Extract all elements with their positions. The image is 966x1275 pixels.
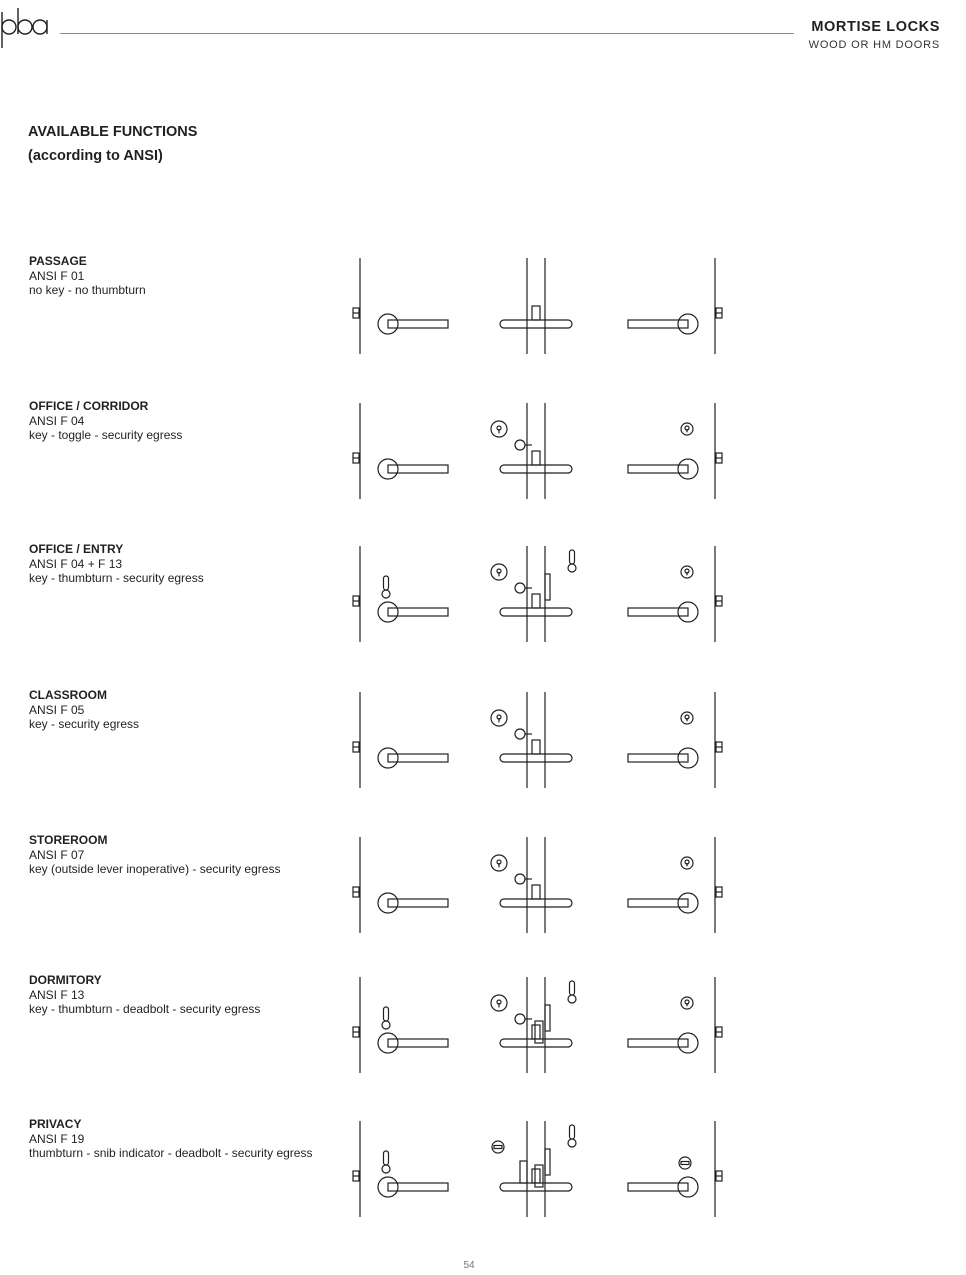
lock-diagram	[340, 690, 740, 790]
thumbturn-section-icon	[545, 1149, 550, 1175]
key-cylinder-right-icon	[681, 997, 693, 1009]
indicator-section-icon	[520, 1161, 527, 1183]
function-6	[29, 973, 349, 1017]
function-code: ANSI F 19	[29, 1131, 85, 1146]
function-name: PRIVACY	[29, 1117, 82, 1131]
function-name: CLASSROOM	[29, 688, 107, 702]
latch-right-icon	[716, 308, 722, 318]
lever-left-icon	[378, 602, 448, 622]
cylinder-section-icon	[515, 583, 532, 593]
latch-left-icon	[353, 1171, 359, 1181]
cylinder-section-icon	[515, 729, 532, 739]
latch-left-icon	[353, 887, 359, 897]
function-code: ANSI F 04	[29, 413, 85, 428]
lockbody-section-icon	[500, 1169, 572, 1191]
lockbody-section-icon	[500, 306, 572, 328]
function-description: thumbturn - snib indicator - deadbolt - security egress	[29, 1146, 313, 1160]
thumbturn-section-icon	[545, 574, 550, 600]
cylinder-section-icon	[515, 440, 532, 450]
lockbody-section-icon	[500, 451, 572, 473]
key-cylinder-side-icon	[491, 421, 507, 437]
function-3	[29, 542, 349, 586]
lever-right-icon	[628, 314, 698, 334]
latch-left-icon	[353, 308, 359, 318]
latch-left-icon	[353, 596, 359, 606]
key-cylinder-right-icon	[681, 423, 693, 435]
function-name: STOREROOM	[29, 833, 108, 847]
function-description: no key - no thumbturn	[29, 283, 146, 297]
cylinder-section-icon	[515, 874, 532, 884]
lock-diagram	[340, 1119, 740, 1219]
function-code: ANSI F 04 + F 13	[29, 556, 123, 571]
key-cylinder-right-icon	[681, 566, 693, 578]
key-cylinder-side-icon	[491, 564, 507, 580]
function-code: ANSI F 07	[29, 847, 85, 862]
function-5	[29, 833, 349, 877]
lever-left-icon	[378, 748, 448, 768]
function-4	[29, 688, 349, 732]
deadbolt-icon	[535, 1165, 543, 1187]
latch-right-icon	[716, 453, 722, 463]
lever-right-icon	[628, 748, 698, 768]
function-7	[29, 1117, 349, 1161]
section-title-line1: AVAILABLE FUNCTIONS	[28, 124, 198, 140]
latch-right-icon	[716, 1171, 722, 1181]
thumbturn-left-icon	[382, 1151, 390, 1173]
latch-left-icon	[353, 453, 359, 463]
lever-left-icon	[378, 314, 448, 334]
pba-logo	[0, 4, 52, 50]
function-description: key - thumbturn - security egress	[29, 571, 204, 585]
function-1	[29, 254, 349, 298]
key-cylinder-right-icon	[681, 712, 693, 724]
latch-right-icon	[716, 887, 722, 897]
section-title-line2: (according to ANSI)	[28, 148, 163, 164]
snib-indicator-side-icon	[492, 1141, 504, 1153]
lock-diagram	[340, 835, 740, 935]
lever-left-icon	[378, 893, 448, 913]
header-rule	[60, 33, 794, 34]
thumbturn-section-icon	[545, 1005, 550, 1031]
lock-diagram	[340, 975, 740, 1075]
function-description: key - toggle - security egress	[29, 428, 183, 442]
lockbody-section-icon	[500, 740, 572, 762]
thumbturn-side-icon	[568, 981, 576, 1003]
lever-left-icon	[378, 1033, 448, 1053]
latch-right-icon	[716, 596, 722, 606]
lock-diagram	[340, 544, 740, 644]
function-name: OFFICE / ENTRY	[29, 542, 124, 556]
thumbturn-left-icon	[382, 576, 390, 598]
lever-right-icon	[628, 459, 698, 479]
lever-left-icon	[378, 1177, 448, 1197]
thumbturn-side-icon	[568, 550, 576, 572]
lock-diagram	[340, 256, 740, 356]
deadbolt-icon	[535, 1021, 543, 1043]
function-name: DORMITORY	[29, 973, 102, 987]
key-cylinder-side-icon	[491, 710, 507, 726]
latch-left-icon	[353, 742, 359, 752]
lever-right-icon	[628, 1033, 698, 1053]
header-title: MORTISE LOCKS	[811, 19, 940, 35]
header-subtitle: WOOD OR HM DOORS	[808, 39, 940, 51]
section-title	[28, 120, 197, 168]
cylinder-section-icon	[515, 1014, 532, 1024]
latch-left-icon	[353, 1027, 359, 1037]
lockbody-section-icon	[500, 1025, 572, 1047]
snib-indicator-right-icon	[679, 1157, 691, 1169]
key-cylinder-side-icon	[491, 995, 507, 1011]
lockbody-section-icon	[500, 594, 572, 616]
lever-left-icon	[378, 459, 448, 479]
page-number: 54	[463, 1260, 475, 1271]
function-description: key (outside lever inoperative) - security egress	[29, 862, 281, 876]
lever-right-icon	[628, 602, 698, 622]
function-description: key - thumbturn - deadbolt - security egress	[29, 1002, 261, 1016]
latch-right-icon	[716, 1027, 722, 1037]
lever-right-icon	[628, 893, 698, 913]
function-description: key - security egress	[29, 717, 140, 731]
latch-right-icon	[716, 742, 722, 752]
function-name: OFFICE / CORRIDOR	[29, 399, 149, 413]
thumbturn-left-icon	[382, 1007, 390, 1029]
function-code: ANSI F 01	[29, 268, 85, 283]
lever-right-icon	[628, 1177, 698, 1197]
key-cylinder-right-icon	[681, 857, 693, 869]
lock-diagram	[340, 401, 740, 501]
function-name: PASSAGE	[29, 254, 87, 268]
key-cylinder-side-icon	[491, 855, 507, 871]
function-code: ANSI F 05	[29, 702, 85, 717]
function-code: ANSI F 13	[29, 987, 85, 1002]
thumbturn-side-icon	[568, 1125, 576, 1147]
lockbody-section-icon	[500, 885, 572, 907]
function-2	[29, 399, 349, 443]
